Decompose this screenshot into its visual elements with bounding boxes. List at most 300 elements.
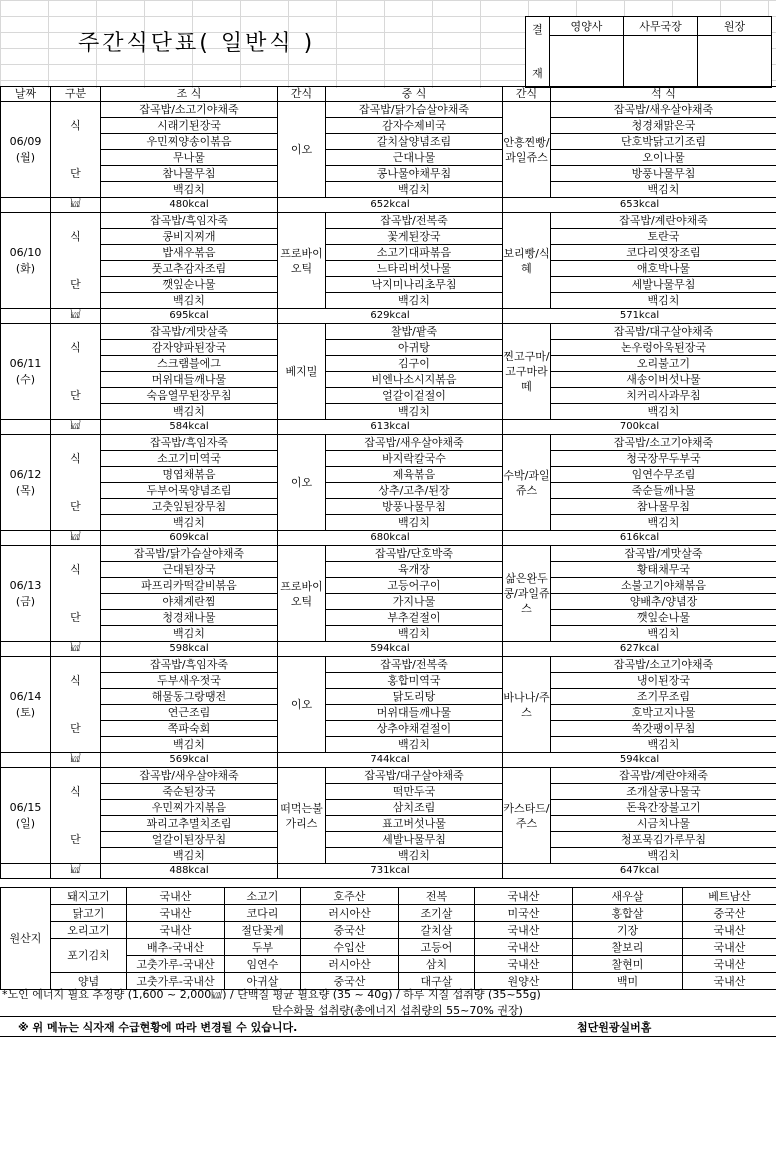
snack1-cell: 떠먹는불가리스 xyxy=(278,768,326,864)
snack2-cell: 찐고구마/고구마라떼 xyxy=(503,324,551,420)
breakfast-item: 참나물무침 xyxy=(101,166,278,182)
weekday: (월) xyxy=(15,150,36,164)
breakfast-item: 명엽채볶음 xyxy=(101,467,278,483)
category-cell xyxy=(51,245,101,261)
dinner-item: 새송이버섯나물 xyxy=(551,372,776,388)
breakfast-item: 잡곡밥/게맛살죽 xyxy=(101,324,278,340)
kcal-label: ㎉ xyxy=(51,420,101,435)
divider-line xyxy=(0,1016,776,1017)
dinner-item: 백김치 xyxy=(551,737,776,753)
menu-row xyxy=(1,578,776,594)
approval-label-top: 결 xyxy=(532,23,543,36)
date-cell-spacer xyxy=(1,753,51,768)
breakfast-item: 고춧잎된장무침 xyxy=(101,499,278,515)
menu-row xyxy=(1,673,776,689)
category-label-bottom: 단 xyxy=(51,721,101,737)
breakfast-kcal: 488kcal xyxy=(101,864,278,879)
dinner-item: 조기무조림 xyxy=(551,689,776,705)
origin-item: 닭고기 xyxy=(51,905,127,922)
breakfast-item: 감자양파된장국 xyxy=(101,340,278,356)
dinner-item: 청경채맑은국 xyxy=(551,118,776,134)
origin-item: 찰보리 xyxy=(573,939,683,956)
lunch-item: 가지나물 xyxy=(326,594,503,610)
origin-country: 원양산 xyxy=(475,973,573,990)
breakfast-item: 백김치 xyxy=(101,626,278,642)
approval-role-director: 원장 xyxy=(698,17,772,36)
menu-row xyxy=(1,261,776,277)
breakfast-item: 깻잎순나물 xyxy=(101,277,278,293)
menu-row xyxy=(1,626,776,642)
lunch-kcal: 613kcal xyxy=(278,420,503,435)
category-label-bottom: 단 xyxy=(51,832,101,848)
snack1-cell: 프로바이오틱 xyxy=(278,546,326,642)
lunch-kcal: 680kcal xyxy=(278,531,503,546)
category-label-top: 식 xyxy=(51,784,101,800)
category-label-bottom: 단 xyxy=(51,610,101,626)
lunch-item: 콩나물야채무침 xyxy=(326,166,503,182)
snack1-cell: 이오 xyxy=(278,102,326,198)
header-dinner: 석 식 xyxy=(551,87,776,102)
origin-item: 고등어 xyxy=(399,939,475,956)
category-cell xyxy=(51,150,101,166)
kcal-row xyxy=(1,531,776,546)
approval-role-manager: 사무국장 xyxy=(624,17,698,36)
kcal-label: ㎉ xyxy=(51,309,101,324)
breakfast-item: 파프리카떡갈비볶음 xyxy=(101,578,278,594)
menu-change-notice: ※ 위 메뉴는 식자재 수급현황에 따라 변경될 수 있습니다. xyxy=(18,1021,298,1034)
category-label-top: 식 xyxy=(51,673,101,689)
origin-table xyxy=(0,887,776,990)
category-label-top: 식 xyxy=(51,118,101,134)
kcal-row xyxy=(1,642,776,657)
breakfast-item: 콩비지찌개 xyxy=(101,229,278,245)
weekly-menu-table xyxy=(0,86,776,879)
dinner-item: 임연수무조림 xyxy=(551,467,776,483)
breakfast-item: 밥새우볶음 xyxy=(101,245,278,261)
menu-row xyxy=(1,404,776,420)
origin-country: 중국산 xyxy=(301,922,399,939)
breakfast-item: 두부새우젓국 xyxy=(101,673,278,689)
breakfast-item: 백김치 xyxy=(101,848,278,864)
breakfast-item: 쪽파숙회 xyxy=(101,721,278,737)
menu-header-row xyxy=(1,87,776,102)
breakfast-item: 백김치 xyxy=(101,737,278,753)
lunch-item: 머위대들깨나물 xyxy=(326,705,503,721)
breakfast-item: 무나물 xyxy=(101,150,278,166)
dinner-item: 논우렁아욱된장국 xyxy=(551,340,776,356)
origin-item: 두부 xyxy=(225,939,301,956)
lunch-kcal: 731kcal xyxy=(278,864,503,879)
origin-item: 갈치살 xyxy=(399,922,475,939)
date-cell-spacer xyxy=(1,309,51,324)
breakfast-kcal: 584kcal xyxy=(101,420,278,435)
menu-row xyxy=(1,515,776,531)
dinner-item: 토란국 xyxy=(551,229,776,245)
menu-row xyxy=(1,182,776,198)
breakfast-item: 백김치 xyxy=(101,293,278,309)
menu-row xyxy=(1,293,776,309)
snack1-cell: 이오 xyxy=(278,657,326,753)
menu-row xyxy=(1,657,776,673)
menu-row xyxy=(1,768,776,784)
kcal-label: ㎉ xyxy=(51,531,101,546)
dinner-kcal: 653kcal xyxy=(503,198,776,213)
category-cell xyxy=(51,626,101,642)
menu-row xyxy=(1,388,776,404)
header-date: 날짜 xyxy=(1,87,51,102)
lunch-item: 고등어구이 xyxy=(326,578,503,594)
kcal-row xyxy=(1,309,776,324)
menu-row xyxy=(1,800,776,816)
snack2-cell: 삶은완두콩/과일쥬스 xyxy=(503,546,551,642)
dinner-kcal: 594kcal xyxy=(503,753,776,768)
origin-country: 배추-국내산 xyxy=(127,939,225,956)
origin-country: 고춧가루-국내산 xyxy=(127,973,225,990)
divider-line xyxy=(0,1036,776,1037)
menu-row xyxy=(1,546,776,562)
weekday: (금) xyxy=(15,594,36,608)
dinner-item: 호박고지나물 xyxy=(551,705,776,721)
menu-row xyxy=(1,245,776,261)
lunch-kcal: 652kcal xyxy=(278,198,503,213)
approval-label-bottom: 재 xyxy=(532,67,543,80)
lunch-item: 잡곡밥/단호박죽 xyxy=(326,546,503,562)
menu-row xyxy=(1,451,776,467)
lunch-item: 근대나물 xyxy=(326,150,503,166)
origin-country: 중국산 xyxy=(301,973,399,990)
origin-country: 국내산 xyxy=(475,888,573,905)
breakfast-item: 우민찌가지볶음 xyxy=(101,800,278,816)
breakfast-kcal: 598kcal xyxy=(101,642,278,657)
breakfast-item: 잡곡밥/닭가슴살야채죽 xyxy=(101,546,278,562)
menu-row xyxy=(1,610,776,626)
category-cell xyxy=(51,372,101,388)
menu-row xyxy=(1,483,776,499)
category-cell xyxy=(51,737,101,753)
origin-item: 임연수 xyxy=(225,956,301,973)
lunch-item: 백김치 xyxy=(326,182,503,198)
breakfast-item: 죽순된장국 xyxy=(101,784,278,800)
origin-item: 조기살 xyxy=(399,905,475,922)
menu-row xyxy=(1,372,776,388)
origin-country: 국내산 xyxy=(475,922,573,939)
dinner-item: 백김치 xyxy=(551,515,776,531)
origin-country: 베트남산 xyxy=(683,888,776,905)
category-label-bottom: 단 xyxy=(51,388,101,404)
menu-row xyxy=(1,784,776,800)
category-cell xyxy=(51,578,101,594)
menu-row xyxy=(1,689,776,705)
dinner-item: 깻잎순나물 xyxy=(551,610,776,626)
dinner-item: 백김치 xyxy=(551,626,776,642)
approval-sign-director[interactable] xyxy=(698,36,772,88)
dinner-item: 소불고기야채볶음 xyxy=(551,578,776,594)
category-label-top: 식 xyxy=(51,340,101,356)
date: 06/10 xyxy=(9,245,42,259)
dinner-item: 백김치 xyxy=(551,404,776,420)
date: 06/13 xyxy=(9,578,42,592)
origin-country: 국내산 xyxy=(683,939,776,956)
lunch-item: 세발나물무침 xyxy=(326,832,503,848)
snack2-cell: 카스타드/주스 xyxy=(503,768,551,864)
lunch-item: 잡곡밥/전복죽 xyxy=(326,213,503,229)
snack2-cell: 안흥찐빵/과일쥬스 xyxy=(503,102,551,198)
dinner-item: 치커리사과무침 xyxy=(551,388,776,404)
menu-row xyxy=(1,435,776,451)
menu-row xyxy=(1,721,776,737)
breakfast-item: 백김치 xyxy=(101,404,278,420)
category-cell xyxy=(51,657,101,673)
date-cell-spacer xyxy=(1,420,51,435)
breakfast-item: 스크램블에그 xyxy=(101,356,278,372)
breakfast-item: 우민찌양송이볶음 xyxy=(101,134,278,150)
dinner-item: 애호박나물 xyxy=(551,261,776,277)
lunch-item: 낙지미나리초무침 xyxy=(326,277,503,293)
breakfast-item: 잡곡밥/흑임자죽 xyxy=(101,435,278,451)
breakfast-kcal: 569kcal xyxy=(101,753,278,768)
snack1-cell: 이오 xyxy=(278,435,326,531)
dinner-item: 잡곡밥/계란야채죽 xyxy=(551,213,776,229)
category-cell xyxy=(51,404,101,420)
lunch-item: 소고기대파볶음 xyxy=(326,245,503,261)
lunch-item: 감자수제비국 xyxy=(326,118,503,134)
lunch-item: 상추/고추/된장 xyxy=(326,483,503,499)
weekday: (토) xyxy=(15,705,36,719)
origin-country: 국내산 xyxy=(683,956,776,973)
dinner-item: 잡곡밥/대구살야채죽 xyxy=(551,324,776,340)
dinner-item: 잡곡밥/새우살야채죽 xyxy=(551,102,776,118)
dinner-item: 백김치 xyxy=(551,182,776,198)
origin-country: 수입산 xyxy=(301,939,399,956)
snack1-cell: 프로바이오틱 xyxy=(278,213,326,309)
lunch-item: 백김치 xyxy=(326,404,503,420)
category-cell xyxy=(51,689,101,705)
approval-role-dietitian: 영양사 xyxy=(550,17,624,36)
breakfast-item: 연근조림 xyxy=(101,705,278,721)
dinner-item: 백김치 xyxy=(551,293,776,309)
dinner-item: 방풍나물무침 xyxy=(551,166,776,182)
origin-item: 돼지고기 xyxy=(51,888,127,905)
breakfast-item: 백김치 xyxy=(101,515,278,531)
lunch-item: 육개장 xyxy=(326,562,503,578)
date-cell-spacer xyxy=(1,642,51,657)
lunch-kcal: 629kcal xyxy=(278,309,503,324)
menu-row xyxy=(1,356,776,372)
origin-country: 국내산 xyxy=(127,905,225,922)
origin-item: 오리고기 xyxy=(51,922,127,939)
menu-row xyxy=(1,150,776,166)
breakfast-item: 근대된장국 xyxy=(101,562,278,578)
kcal-label: ㎉ xyxy=(51,864,101,879)
origin-row xyxy=(1,888,776,905)
breakfast-item: 청경채나물 xyxy=(101,610,278,626)
lunch-item: 느타리버섯나물 xyxy=(326,261,503,277)
menu-row xyxy=(1,118,776,134)
lunch-item: 백김치 xyxy=(326,737,503,753)
category-cell xyxy=(51,768,101,784)
date: 06/15 xyxy=(9,800,42,814)
origin-item: 홍합살 xyxy=(573,905,683,922)
lunch-item: 비엔나소시지볶음 xyxy=(326,372,503,388)
nutrition-note-1: *노인 에너지 필요 추정량 (1,600 ~ 2,000㎉) / 단백질 평균 필요량 (35 ~ 40g) / 하루 지질 섭취량 (35~55g) xyxy=(2,988,541,1001)
breakfast-item: 잡곡밥/새우살야채죽 xyxy=(101,768,278,784)
menu-row xyxy=(1,737,776,753)
category-cell xyxy=(51,261,101,277)
menu-row xyxy=(1,102,776,118)
breakfast-item: 잡곡밥/소고기야채죽 xyxy=(101,102,278,118)
date: 06/14 xyxy=(9,689,42,703)
breakfast-item: 잡곡밥/흑임자죽 xyxy=(101,657,278,673)
origin-country: 미국산 xyxy=(475,905,573,922)
dinner-item: 죽순들깨나물 xyxy=(551,483,776,499)
category-label-bottom: 단 xyxy=(51,499,101,515)
date-cell-spacer xyxy=(1,531,51,546)
category-label-bottom: 단 xyxy=(51,166,101,182)
dinner-item: 조개살콩나물국 xyxy=(551,784,776,800)
category-cell xyxy=(51,705,101,721)
lunch-item: 백김치 xyxy=(326,293,503,309)
origin-country: 국내산 xyxy=(683,973,776,990)
facility-name: 첨단원광실버홈 xyxy=(577,1021,652,1034)
date-cell xyxy=(1,324,51,420)
category-cell xyxy=(51,467,101,483)
category-label-top: 식 xyxy=(51,451,101,467)
dinner-kcal: 647kcal xyxy=(503,864,776,879)
lunch-kcal: 594kcal xyxy=(278,642,503,657)
dinner-item: 잡곡밥/계란야채죽 xyxy=(551,768,776,784)
kcal-row xyxy=(1,753,776,768)
header-snack1: 간식 xyxy=(278,87,326,102)
page-title: 주간식단표( 일반식 ) xyxy=(78,31,316,56)
lunch-item: 닭도리탕 xyxy=(326,689,503,705)
lunch-item: 부추겉절이 xyxy=(326,610,503,626)
lunch-item: 잡곡밥/닭가슴살야채죽 xyxy=(326,102,503,118)
breakfast-item: 풋고추감자조림 xyxy=(101,261,278,277)
origin-item: 찰현미 xyxy=(573,956,683,973)
lunch-item: 얼갈이겉절이 xyxy=(326,388,503,404)
breakfast-item: 두부어묵양념조림 xyxy=(101,483,278,499)
origin-item: 양념 xyxy=(51,973,127,990)
lunch-item: 백김치 xyxy=(326,848,503,864)
dinner-item: 시금치나물 xyxy=(551,816,776,832)
dinner-item: 세발나물무침 xyxy=(551,277,776,293)
dinner-item: 오리불고기 xyxy=(551,356,776,372)
approval-box xyxy=(525,16,772,88)
breakfast-item: 백김치 xyxy=(101,182,278,198)
category-cell xyxy=(51,356,101,372)
lunch-item: 김구이 xyxy=(326,356,503,372)
menu-row xyxy=(1,467,776,483)
menu-row xyxy=(1,848,776,864)
nutrition-note-2: 탄수화물 섭취량(총에너지 섭취량의 55~70% 권장) xyxy=(272,1004,523,1017)
menu-row xyxy=(1,324,776,340)
dinner-item: 참나물무침 xyxy=(551,499,776,515)
category-label-top: 식 xyxy=(51,229,101,245)
dinner-kcal: 627kcal xyxy=(503,642,776,657)
approval-sign-manager[interactable] xyxy=(624,36,698,88)
dinner-item: 잡곡밥/소고기야채죽 xyxy=(551,435,776,451)
kcal-label: ㎉ xyxy=(51,753,101,768)
breakfast-item: 꽈리고추멸치조림 xyxy=(101,816,278,832)
origin-item-kimchi: 포기김치 xyxy=(51,939,127,973)
category-cell xyxy=(51,324,101,340)
date-cell xyxy=(1,768,51,864)
origin-item: 소고기 xyxy=(225,888,301,905)
origin-country: 국내산 xyxy=(127,922,225,939)
dinner-item: 잡곡밥/게맛살죽 xyxy=(551,546,776,562)
date: 06/11 xyxy=(9,356,42,370)
dinner-kcal: 700kcal xyxy=(503,420,776,435)
dinner-kcal: 571kcal xyxy=(503,309,776,324)
breakfast-item: 잡곡밥/흑임자죽 xyxy=(101,213,278,229)
date-cell xyxy=(1,657,51,753)
weekday: (일) xyxy=(15,816,36,830)
breakfast-item: 머위대들깨나물 xyxy=(101,372,278,388)
category-cell xyxy=(51,800,101,816)
origin-item: 기장 xyxy=(573,922,683,939)
menu-row xyxy=(1,213,776,229)
origin-country: 국내산 xyxy=(475,956,573,973)
dinner-item: 청국장무두부국 xyxy=(551,451,776,467)
dinner-kcal: 616kcal xyxy=(503,531,776,546)
menu-row xyxy=(1,594,776,610)
menu-row xyxy=(1,134,776,150)
kcal-row xyxy=(1,198,776,213)
menu-row xyxy=(1,277,776,293)
breakfast-item: 소고기미역국 xyxy=(101,451,278,467)
menu-row xyxy=(1,705,776,721)
origin-country: 러시아산 xyxy=(301,905,399,922)
category-cell xyxy=(51,134,101,150)
menu-row xyxy=(1,340,776,356)
category-cell xyxy=(51,816,101,832)
origin-item: 절단꽃게 xyxy=(225,922,301,939)
category-cell xyxy=(51,435,101,451)
date-cell xyxy=(1,213,51,309)
menu-row xyxy=(1,499,776,515)
breakfast-item: 야채계란찜 xyxy=(101,594,278,610)
weekday: (화) xyxy=(15,261,36,275)
kcal-label: ㎉ xyxy=(51,198,101,213)
date: 06/09 xyxy=(9,134,42,148)
category-cell xyxy=(51,515,101,531)
dinner-item: 백김치 xyxy=(551,848,776,864)
origin-country: 호주산 xyxy=(301,888,399,905)
dinner-item: 양배추/양념장 xyxy=(551,594,776,610)
category-label-bottom: 단 xyxy=(51,277,101,293)
snack1-cell: 베지밀 xyxy=(278,324,326,420)
date: 06/12 xyxy=(9,467,42,481)
lunch-item: 바지락칼국수 xyxy=(326,451,503,467)
breakfast-item: 해물동그랑땡전 xyxy=(101,689,278,705)
lunch-item: 상추야채겉절이 xyxy=(326,721,503,737)
origin-country: 국내산 xyxy=(127,888,225,905)
lunch-item: 꽃게된장국 xyxy=(326,229,503,245)
lunch-item: 홍합미역국 xyxy=(326,673,503,689)
dinner-item: 잡곡밥/소고기야채죽 xyxy=(551,657,776,673)
approval-label xyxy=(526,17,550,88)
origin-country: 러시아산 xyxy=(301,956,399,973)
menu-row xyxy=(1,166,776,182)
category-cell xyxy=(51,483,101,499)
origin-row xyxy=(1,922,776,939)
lunch-item: 아귀탕 xyxy=(326,340,503,356)
menu-row xyxy=(1,832,776,848)
breakfast-item: 얼갈이된장무침 xyxy=(101,832,278,848)
origin-country: 중국산 xyxy=(683,905,776,922)
lunch-item: 삼치조림 xyxy=(326,800,503,816)
approval-sign-dietitian[interactable] xyxy=(550,36,624,88)
